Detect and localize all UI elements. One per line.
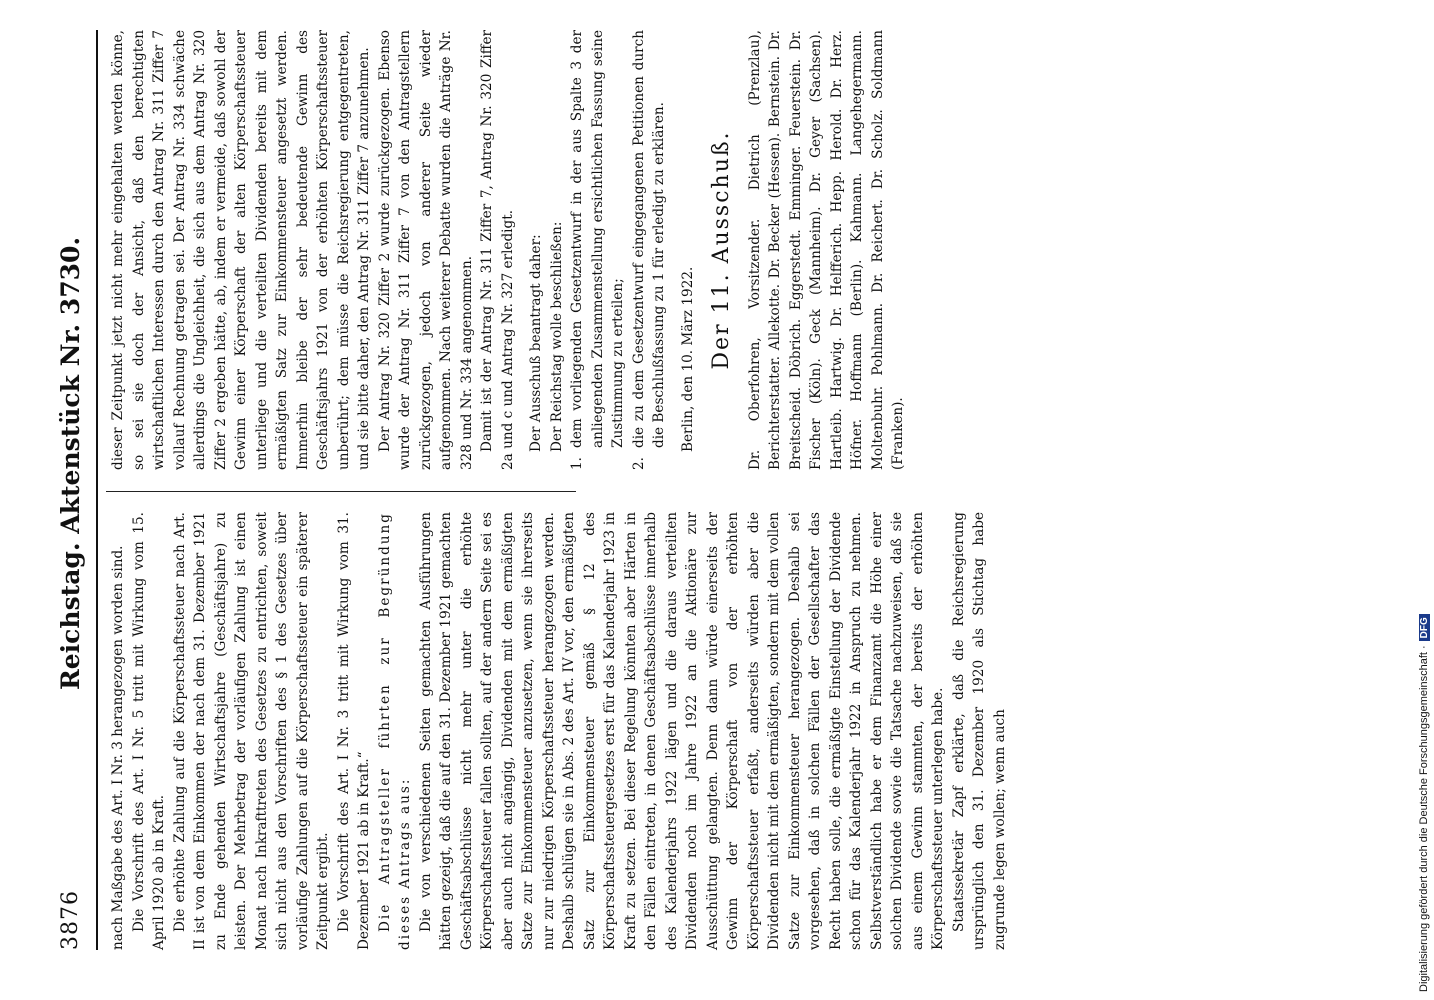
digitization-note <box>1418 2 1430 992</box>
list-number: 2. <box>630 457 647 470</box>
page-title: Reichstag. Aktenstück Nr. 3730. <box>56 236 85 690</box>
list-item <box>567 30 629 470</box>
list-number: 1. <box>569 457 585 470</box>
paragraph: Die erhöhte Zahlung auf die Körperschaftssteuer nach Art. II ist von dem Einkommen der nach dem 31. Dezember 1921 zu Ende gehenden Wirtschaftsjahre (Geschäftsjahre) zu leisten. Der Mehrbetrag der vorläufigen Zahlung ist einen Monat nach Inkrafttreten des Gesetzes zu entrichten, soweit sich nicht aus den Vorschriften des § 1 des Gesetzes über vorläufige Zahlungen auf die Körperschaftssteuer ein späterer Zeitpunkt ergibt. <box>171 512 331 950</box>
paragraph: Der Antrag Nr. 320 Ziffer 2 wurde zurückgezogen. Ebenso wurde der Antrag Nr. 311 Ziffer 7 von den Antragstellern zurückgezogen, jedoch von anderer Seite wieder aufgenommen. Nach weiterer Debatte wurden die Anträge Nr. 328 und Nr. 334 angenommen. <box>376 30 475 470</box>
committee-heading: Der 11. Ausschuß. <box>709 130 734 370</box>
list-item <box>629 30 670 470</box>
list-text: dem vorliegenden Gesetzentwurf in der aus Spalte 3 der anliegenden Zusammenstellung ersichtlichen Fassung seine Zustimmung zu erteilen; <box>569 30 626 448</box>
paragraph: Die Vorschrift des Art. I Nr. 3 tritt mit Wirkung vom 31. Dezember 1921 ab in Kraft.“ <box>335 512 372 950</box>
column-divider <box>106 491 576 492</box>
page-number: 3876 <box>58 890 83 950</box>
left-column <box>108 512 1010 950</box>
page-header <box>52 30 92 950</box>
paragraph: nach Maßgabe des Art. I Nr. 3 herangezogen worden sind. <box>110 545 126 950</box>
paragraph: Damit ist der Antrag Nr. 311 Ziffer 7, Antrag Nr. 320 Ziffer 2a und c und Antrag Nr. 327 erledigt. <box>479 30 516 470</box>
paragraph: Die von verschiedenen Seiten gemachten Ausführungen hätten gezeigt, daß die auf den 31. Dezember 1921 gemachten Geschäftsabschlüsse nicht mehr unter die erhöhte Körperschaftssteuer fallen sollten, auf der andern Seite sei es aber auch nicht angängig, Dividenden mit dem ermäßigten Satze zur Einkommensteuer anzusetzen, wenn sie ihrerseits nur zur niedrigen Körperschaftssteuer herangezogen werden. Deshalb schlügen sie in Abs. 2 des Art. IV vor, den ermäßigten Satz zur Einkommensteuer gemäß § 12 des Körperschaftssteuergesetzes erst für das Kalenderjahr 1923 in Kraft zu setzen. Bei dieser Regelung könnten aber Härten in den Fällen eintreten, in denen Geschäftsabschlüsse innerhalb des Kalenderjahrs 1922 lägen und die daraus verteilten Dividenden noch im Jahre 1922 an die Aktionäre zur Ausschüttung gelangten. Denn dann würde einerseits der Gewinn der Körperschaft von der erhöhten Körperschaftssteuer erfaßt, anderseits würden aber die Dividenden nicht mit dem ermäßigten, sondern mit dem vollen Satze zur Einkommensteuer herangezogen. Deshalb sei vorgesehen, daß in solchen Fällen der Gesellschafter das Recht haben solle, die ermäßigte Einstellung der Dividende schon für das Kalenderjahr 1922 in Anspruch zu nehmen. Selbstverständlich habe er dem Finanzamt die Höhe einer solchen Dividende sowie die Tatsache nachzuweisen, daß sie aus einem Gewinn stammten, der bereits der erhöhten Körperschaftssteuer unterlegen habe. <box>417 512 946 950</box>
member-list: Dr. Oberfohren, Vorsitzender. Dietrich (Prenzlau), Berichterstatter. Allekotte. Dr. Becker (Hessen). Bernstein. Dr. Breitscheid. Döbrich. Eggerstedt. Emminger. Feuerstein. Dr. Fischer (Köln). Geck (Mannheim). Dr. Geyer (Sachsen). Hartleib. Hartwig. Dr. Helfferich. Hepp. Herold. Dr. Herz. Höfner. Hoffmann (Berlin). Kahmann. Langehegermann. Moltenbuhr. Pohlmann. Dr. Reichert. Dr. Scholz. Soldmann (Franken). <box>746 30 906 470</box>
rotated-page <box>50 30 1008 950</box>
paragraph-heading: Die Antragsteller führten zur Begründung dieses Antrags aus: <box>376 512 413 950</box>
paragraph: Der Ausschuß beantragt daher: <box>528 234 544 452</box>
paragraph: Der Reichstag wolle beschließen: <box>548 221 565 452</box>
digitization-text: Digitalisierung gefördert durch die Deutsche Forschungsgemeinschaft · <box>1418 645 1430 992</box>
header-rule <box>96 30 98 950</box>
dfg-logo: DFG <box>1419 614 1430 641</box>
date-line: Berlin, den 10. März 1922. <box>679 266 696 452</box>
paragraph: Staatssekretär Zapf erklärte, daß die Reichsregierung ursprünglich den 31. Dezember 1920 als Stichtag habe zugrunde legen wollen; wenn auch <box>950 512 1008 950</box>
paragraph: Die Vorschrift des Art. I Nr. 5 tritt mit Wirkung vom 15. April 1920 ab in Kraft. <box>130 512 167 950</box>
paragraph: dieser Zeitpunkt jetzt nicht mehr eingehalten werden könne, so sei sie doch der Ansicht, daß den berechtigten wirtschaftlichen Interessen durch den Antrag Nr. 311 Ziffer 7 vollauf Rechnung getragen sei. Der Antrag Nr. 334 schwäche allerdings die Ungleichheit, die sich aus dem Antrag Nr. 320 Ziffer 2 ergeben hätte, ab, indem er vermeide, daß sowohl der Gewinn einer Körperschaft der alten Körperschaftssteuer unterliege und die verteilten Dividenden bereits mit dem ermäßigten Satz zur Einkommensteuer angesetzt werden. Immerhin bleibe der sehr bedeutende Gewinn des Geschäftsjahrs 1921 von der erhöhten Körperschaftssteuer unberührt; dem müsse die Reichsregierung entgegentreten, und sie bitte daher, den Antrag Nr. 311 Ziffer 7 anzunehmen. <box>110 30 372 470</box>
list-text: die zu dem Gesetzentwurf eingegangenen Petitionen durch die Beschlußfassung zu 1 für erledigt zu erklären. <box>630 30 667 448</box>
right-column <box>108 30 909 470</box>
